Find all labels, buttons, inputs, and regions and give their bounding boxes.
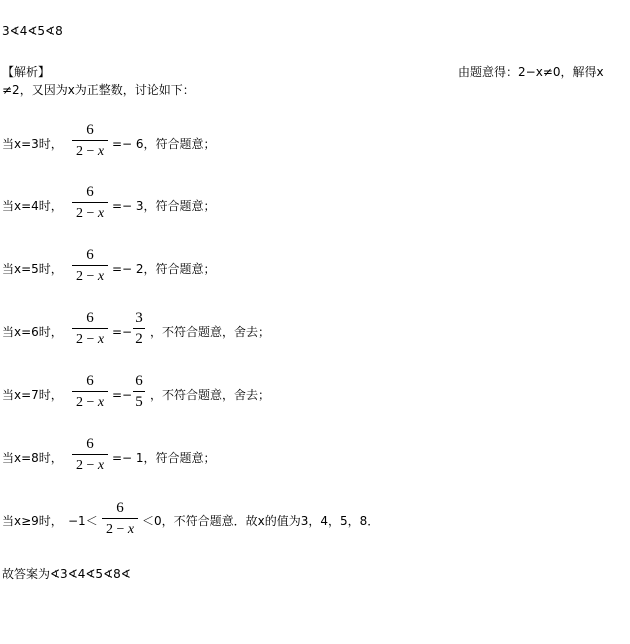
fraction-bar: [133, 391, 145, 392]
result-fraction: [131, 373, 147, 411]
equals-minus: =−: [112, 388, 133, 402]
fraction-bar: [72, 328, 108, 329]
case-result: =− 1，符合题意；: [112, 451, 216, 465]
case-result: =− 2，符合题意；: [112, 262, 216, 276]
fraction: [70, 436, 110, 474]
answer-line: 3∢4∢5∢8: [2, 24, 63, 38]
fraction: [70, 310, 110, 348]
fraction: [70, 247, 110, 285]
result-fraction-numerator: 6: [135, 373, 143, 389]
case-label: 当x=3时，: [2, 137, 63, 151]
fraction-bar: [133, 328, 145, 329]
fraction-denominator: 2 − x: [75, 206, 105, 221]
case-result: ＜0，不符合题意．故x的值为3，4，5，8．: [142, 514, 380, 528]
case-result: ，不符合题意，舍去；: [150, 325, 271, 339]
fraction: [70, 122, 110, 160]
fraction-denominator: 2 − x: [75, 395, 105, 410]
fraction-denominator: 2 − x: [105, 522, 135, 537]
fraction-numerator: 6: [86, 184, 94, 200]
conclusion: 故答案为∢3∢4∢5∢8∢: [2, 567, 131, 581]
result-fraction: [131, 310, 147, 348]
fraction-bar: [72, 265, 108, 266]
case-result: =− 3，符合题意；: [112, 199, 216, 213]
result-fraction-numerator: 3: [135, 310, 143, 326]
result-fraction-denominator: 2: [135, 331, 143, 347]
fraction-numerator: 6: [116, 500, 124, 516]
fraction-bar: [72, 391, 108, 392]
fraction-numerator: 6: [86, 436, 94, 452]
fraction: [70, 184, 110, 222]
fraction-denominator: 2 − x: [75, 458, 105, 473]
result-fraction-denominator: 5: [135, 394, 143, 410]
fraction-denominator: 2 − x: [75, 269, 105, 284]
fraction: [70, 373, 110, 411]
fraction-numerator: 6: [86, 247, 94, 263]
fraction-numerator: 6: [86, 122, 94, 138]
fraction-denominator: 2 − x: [75, 144, 105, 159]
case-label: 当x=7时，: [2, 388, 63, 402]
case-label: 当x=8时，: [2, 451, 63, 465]
fraction-bar: [72, 202, 108, 203]
case-label: 当x=6时，: [2, 325, 63, 339]
analysis-text-right: 由题意得：2−x≠0，解得x: [458, 65, 604, 79]
fraction-bar: [72, 454, 108, 455]
fraction-numerator: 6: [86, 373, 94, 389]
case-result: ，不符合题意，舍去；: [150, 388, 271, 402]
fraction: [100, 500, 140, 538]
case-result: =− 6，符合题意；: [112, 137, 216, 151]
analysis-label: 【解析】: [2, 65, 51, 79]
inequality-left: −1＜: [68, 514, 98, 528]
fraction-denominator: 2 − x: [75, 332, 105, 347]
equals-minus: =−: [112, 325, 133, 339]
case-label: 当x=5时，: [2, 262, 63, 276]
fraction-bar: [102, 518, 138, 519]
fraction-numerator: 6: [86, 310, 94, 326]
fraction-bar: [72, 140, 108, 141]
case-label: 当x=4时，: [2, 199, 63, 213]
analysis-text-line2: ≠2，又因为x为正整数，讨论如下：: [2, 83, 195, 97]
case-label: 当x≥9时，: [2, 514, 63, 528]
